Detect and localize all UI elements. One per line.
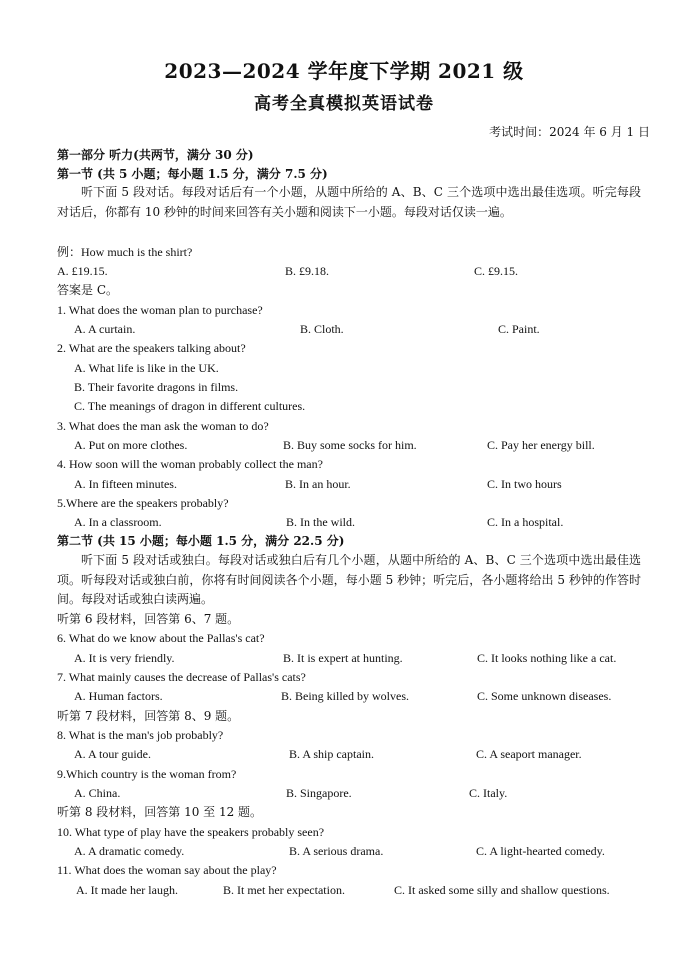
example-option-a: A. £19.15. (57, 264, 108, 278)
material-6-note: 听第 6 段材料，回答第 6、7 题。 (57, 612, 240, 626)
material-7-note: 听第 7 段材料，回答第 8、9 题。 (57, 709, 240, 723)
question-8: 8. What is the man's job probably? (57, 728, 224, 742)
q5-option-a: A. In a classroom. (74, 515, 162, 529)
q7-option-a: A. Human factors. (74, 689, 163, 703)
q4-option-b: B. In an hour. (285, 477, 351, 491)
q6-option-a: A. It is very friendly. (74, 651, 175, 665)
q10-option-a: A. A dramatic comedy. (74, 844, 185, 858)
exam-title: 2023—2024 学年度下学期 2021 级 (164, 59, 524, 83)
q8-option-a: A. A tour guide. (74, 747, 151, 761)
q5-option-b: B. In the wild. (286, 515, 355, 529)
q1-option-a: A. A curtain. (74, 322, 136, 336)
q6-option-b: B. It is expert at hunting. (283, 651, 403, 665)
section2-instructions: 听下面 5 段对话或独白。每段对话或独白后有几个小题，从题中所给的 A、B、C 三个选项中选出最佳选项。听每段对话或独白前，你将有时间阅读各个小题，每小题 5 秒钟；听完后，各小题将给出 5 秒钟的作答时间。每段对话或独白读两遍。 (57, 553, 641, 606)
question-1: 1. What does the woman plan to purchase? (57, 303, 263, 317)
question-2: 2. What are the speakers talking about? (57, 341, 246, 355)
material-8-note: 听第 8 段材料，回答第 10 至 12 题。 (57, 805, 263, 819)
q5-option-c: C. In a hospital. (487, 515, 564, 529)
exam-time: 考试时间：2024 年 6 月 1 日 (489, 125, 650, 139)
q1-option-b: B. Cloth. (300, 322, 344, 336)
q11-option-c: C. It asked some silly and shallow questions. (394, 883, 610, 897)
section2-heading: 第二节 (共 15 小题；每小题 1.5 分，满分 22.5 分) (57, 534, 345, 548)
section1-instructions: 听下面 5 段对话。每段对话后有一个小题，从题中所给的 A、B、C 三个选项中选出最佳选项。听完每段对话后，你都有 10 秒钟的时间来回答有关小题和阅读下一小题。每段对话仅读一遍。 (57, 185, 641, 219)
q7-option-c: C. Some unknown diseases. (477, 689, 612, 703)
q10-option-c: C. A light-hearted comedy. (476, 844, 605, 858)
q10-option-b: B. A serious drama. (289, 844, 384, 858)
q2-option-a: A. What life is like in the UK. (74, 361, 219, 375)
exam-subtitle: 高考全真模拟英语试卷 (254, 94, 434, 114)
q2-option-b: B. Their favorite dragons in films. (74, 380, 239, 394)
q11-option-a: A. It made her laugh. (76, 883, 178, 897)
question-10: 10. What type of play have the speakers probably seen? (57, 825, 325, 839)
question-7: 7. What mainly causes the decrease of Pallas's cats? (57, 670, 306, 684)
q9-option-c: C. Italy. (469, 786, 508, 800)
question-11: 11. What does the woman say about the play? (57, 863, 277, 877)
q3-option-b: B. Buy some socks for him. (283, 438, 417, 452)
example-question: 例：How much is the shirt? (57, 245, 193, 259)
q7-option-b: B. Being killed by wolves. (281, 689, 409, 703)
example-answer: 答案是 C。 (57, 283, 118, 297)
q1-option-c: C. Paint. (498, 322, 540, 336)
q3-option-c: C. Pay her energy bill. (487, 438, 595, 452)
q6-option-c: C. It looks nothing like a cat. (477, 651, 617, 665)
question-6: 6. What do we know about the Pallas's cat? (57, 631, 265, 645)
example-option-c: C. £9.15. (474, 264, 519, 278)
q8-option-b: B. A ship captain. (289, 747, 374, 761)
q4-option-c: C. In two hours (487, 477, 562, 491)
question-9: 9.Which country is the woman from? (57, 767, 237, 781)
part1-heading: 第一部分 听力(共两节，满分 30 分) (57, 148, 254, 162)
section1-heading: 第一节 (共 5 小题；每小题 1.5 分，满分 7.5 分) (57, 167, 328, 181)
question-4: 4. How soon will the woman probably collect the man? (57, 457, 323, 471)
question-5: 5.Where are the speakers probably? (57, 496, 229, 510)
q2-option-c: C. The meanings of dragon in different cultures. (74, 399, 306, 413)
example-option-b: B. £9.18. (285, 264, 330, 278)
q9-option-a: A. China. (74, 786, 121, 800)
q4-option-a: A. In fifteen minutes. (74, 477, 177, 491)
q3-option-a: A. Put on more clothes. (74, 438, 188, 452)
q8-option-c: C. A seaport manager. (476, 747, 582, 761)
q9-option-b: B. Singapore. (286, 786, 352, 800)
question-3: 3. What does the man ask the woman to do? (57, 419, 269, 433)
q11-option-b: B. It met her expectation. (223, 883, 345, 897)
